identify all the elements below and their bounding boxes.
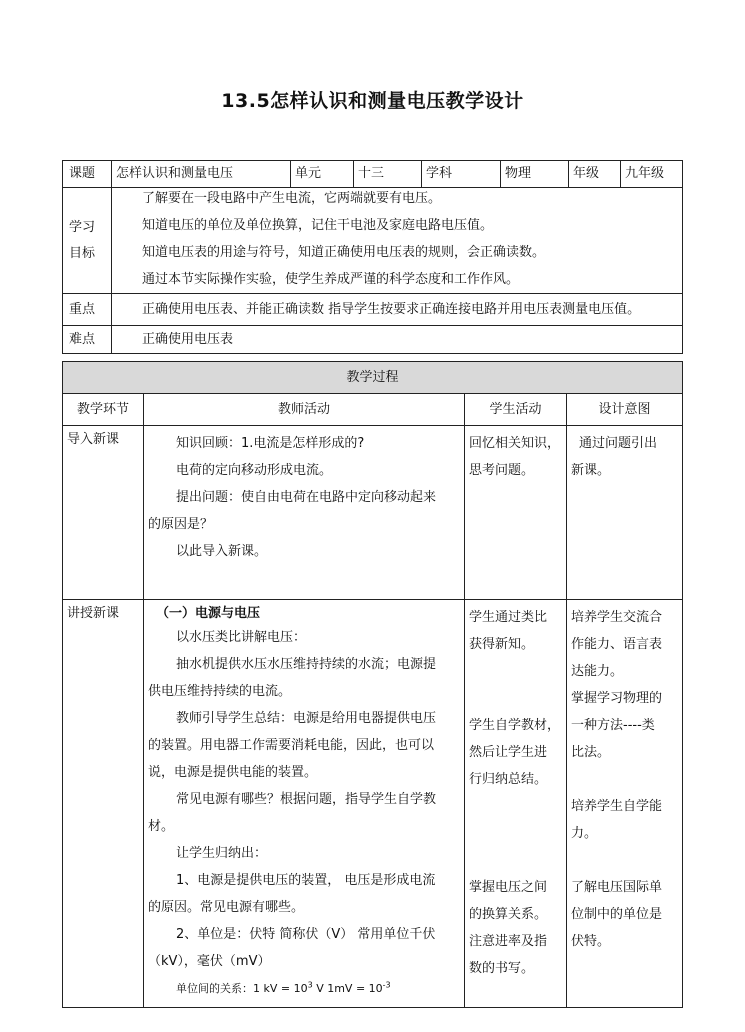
lecture-student-line: 学生自学教材， [469, 718, 561, 733]
unit-relation-line [148, 975, 460, 1002]
unit-label: 单元 [291, 161, 354, 188]
lecture-intent-line: 达能力。 [571, 664, 624, 679]
intro-student-line: 回忆相关知识， [469, 436, 561, 451]
lecture-teacher-line: （kV），毫伏（mV） [148, 954, 271, 969]
key-point-label: 重点 [63, 294, 112, 326]
lecture-teacher-line: 以水压类比讲解电压： [176, 630, 307, 645]
goal-item: 通过本节实际操作实验，使学生养成严谨的科学态度和工作作风。 [142, 272, 520, 287]
process-section-row [63, 362, 683, 394]
unit-relation-exp2: -3 [382, 980, 391, 990]
subject-label: 学科 [422, 161, 501, 188]
lecture-teacher-line: 说，电源是提供电能的装置。 [148, 765, 318, 780]
lecture-student-line: 学生通过类比 [469, 610, 548, 625]
intro-intent-line: 新课。 [571, 463, 611, 478]
lecture-teacher [144, 600, 465, 1008]
lecture-intent-line: 了解电压国际单 [571, 880, 663, 895]
lecture-student-line: 行归纳总结。 [469, 772, 548, 787]
header-stage: 教学环节 [63, 394, 144, 426]
unit-relation-prefix: 单位间的关系：1 kV = 10 [176, 982, 308, 995]
lecture-intent-line: 伏特。 [571, 934, 611, 949]
course-value: 怎样认识和测量电压 [112, 161, 291, 188]
lecture-teacher-line: 供电压维持持续的电流。 [148, 684, 292, 699]
goal-item: 知道电压的单位及单位换算，记住干电池及家庭电路电压值。 [142, 218, 494, 233]
lecture-intent-line: 一种方法----类 [571, 718, 655, 733]
intro-student-line: 思考问题。 [469, 463, 535, 478]
goal-item: 了解要在一段电路中产生电流，它两端就要有电压。 [142, 191, 442, 206]
lecture-teacher-line: 抽水机提供水压水压维持持续的水流；电源提 [176, 657, 437, 672]
lecture-intent-line: 力。 [571, 826, 598, 841]
intro-row [63, 426, 683, 600]
unit-value: 十三 [354, 161, 422, 188]
lecture-teacher-line: 2、单位是：伏特 简称伏（V） 常用单位千伏 [176, 927, 436, 942]
lecture-stage: 讲授新课 [63, 600, 144, 1008]
process-table [62, 361, 683, 1008]
intro-intent-line: 通过问题引出 [579, 436, 658, 451]
lecture-teacher-line: 的原因。常见电源有哪些。 [148, 900, 305, 915]
lecture-student-line: 注意进率及指 [469, 934, 548, 949]
lecture-student-line: 掌握电压之间 [469, 880, 548, 895]
lecture-row [63, 600, 683, 1008]
intro-student [465, 426, 567, 600]
lecture-student-line: 数的书写。 [469, 961, 535, 976]
document-title: 13.5怎样认识和测量电压教学设计 [221, 90, 524, 112]
header-teacher: 教师活动 [144, 394, 465, 426]
course-label: 课题 [63, 161, 112, 188]
lecture-student-line: 的换算关系。 [469, 907, 548, 922]
grade-value: 九年级 [621, 161, 683, 188]
intro-teacher-line: 电荷的定向移动形成电流。 [176, 463, 333, 478]
goals-label-line-2: 目标 [69, 245, 96, 261]
lecture-intent-line: 比法。 [571, 745, 611, 760]
lecture-teacher-line: 常见电源有哪些？根据问题，指导学生自学教 [176, 792, 437, 807]
lecture-intent-line: 位制中的单位是 [571, 907, 663, 922]
lecture-intent-line: 作能力、语言表 [571, 637, 663, 652]
intro-teacher-line: 的原因是？ [148, 517, 214, 532]
unit-relation-mid: V 1mV = 10 [312, 982, 383, 995]
lecture-intent-line: 培养学生自学能 [571, 799, 663, 814]
info-table [62, 160, 683, 354]
goals-label-line-1: 学习 [69, 219, 96, 235]
lecture-student-line: 获得新知。 [469, 637, 535, 652]
key-point-row [63, 294, 683, 326]
header-student: 学生活动 [465, 394, 567, 426]
unit-relation-exp1: 3 [307, 980, 313, 990]
goals-label [63, 188, 112, 294]
difficulty-value: 正确使用电压表 [112, 326, 683, 354]
goals-row [63, 188, 683, 294]
intro-stage: 导入新课 [63, 426, 144, 600]
lecture-intent [567, 600, 683, 1008]
lecture-intent-line: 掌握学习物理的 [571, 691, 663, 706]
lecture-teacher-line: 材。 [148, 819, 175, 834]
intro-intent [567, 426, 683, 600]
subject-value: 物理 [501, 161, 569, 188]
lecture-subtitle: （一）电源与电压 [156, 606, 261, 621]
lecture-teacher-line: 让学生归纳出： [176, 846, 268, 861]
intro-teacher-line: 知识回顾：1.电流是怎样形成的? [176, 436, 365, 451]
intro-teacher-line: 以此导入新课。 [176, 544, 268, 559]
lecture-student [465, 600, 567, 1008]
lecture-student-line: 然后让学生进 [469, 745, 548, 760]
info-row [63, 161, 683, 188]
header-intent: 设计意图 [567, 394, 683, 426]
goal-item: 知道电压表的用途与符号，知道正确使用电压表的规则，会正确读数。 [142, 245, 546, 260]
lecture-teacher-line: 教师引导学生总结：电源是给用电器提供电压 [176, 711, 437, 726]
intro-teacher-line: 提出问题：使自由电荷在电路中定向移动起来 [176, 490, 437, 505]
process-section-title: 教学过程 [63, 362, 683, 394]
goals-content [112, 188, 683, 294]
lecture-teacher-line: 的装置。用电器工作需要消耗电能，因此，也可以 [148, 738, 435, 753]
difficulty-label: 难点 [63, 326, 112, 354]
lecture-intent-line: 培养学生交流合 [571, 610, 663, 625]
key-point-value: 正确使用电压表、并能正确读数 指导学生按要求正确连接电路并用电压表测量电压值。 [112, 294, 683, 326]
difficulty-row [63, 326, 683, 354]
process-header-row [63, 394, 683, 426]
lecture-teacher-line: 1、电源是提供电压的装置， 电压是形成电流 [176, 873, 436, 888]
grade-label: 年级 [569, 161, 621, 188]
intro-teacher [144, 426, 465, 600]
